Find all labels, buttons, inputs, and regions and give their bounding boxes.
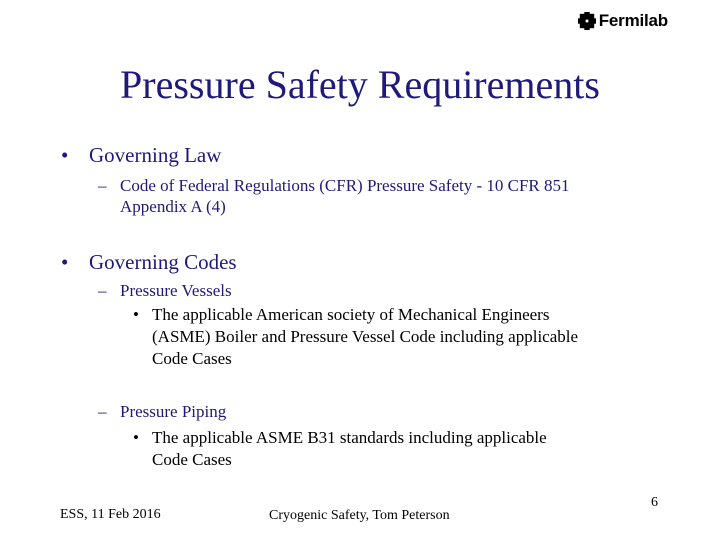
list-item-detail	[133, 304, 578, 370]
detail-line: Code Cases	[152, 349, 232, 368]
bullet-icon: •	[61, 143, 69, 167]
item-label: Code of Federal Regulations (CFR) Pressure Safety - 10 CFR 851	[120, 176, 570, 195]
page-number: 6	[651, 495, 658, 510]
bullet-icon: •	[133, 428, 139, 447]
detail-line: Code Cases	[152, 450, 232, 469]
footer-center: Cryogenic Safety, Tom Peterson	[269, 508, 450, 523]
dash-icon: –	[98, 402, 107, 421]
detail-line: (ASME) Boiler and Pressure Vessel Code including applicable	[152, 327, 579, 346]
bullet-icon: •	[133, 305, 139, 324]
fermilab-logo	[578, 10, 668, 32]
item-label: Pressure Vessels	[120, 281, 232, 300]
footer-left: ESS, 11 Feb 2016	[60, 507, 161, 522]
bullet-icon: •	[61, 250, 69, 274]
detail-line: The applicable American society of Mechanical Engineers	[152, 305, 550, 324]
dash-icon: –	[98, 281, 107, 300]
slide-title: Pressure Safety Requirements	[120, 62, 600, 107]
item-label-cont: Appendix A (4)	[120, 197, 226, 216]
section-heading: Governing Law	[89, 143, 222, 167]
fermilab-mark-icon	[578, 12, 596, 30]
section-governing-law	[61, 142, 221, 168]
list-item	[98, 175, 570, 217]
list-item	[98, 401, 226, 422]
dash-icon: –	[98, 176, 107, 195]
section-governing-codes	[61, 249, 237, 275]
detail-line: The applicable ASME B31 standards including applicable	[152, 428, 547, 447]
list-item	[98, 280, 232, 301]
section-heading: Governing Codes	[89, 250, 237, 274]
logo-text: Fermilab	[598, 11, 668, 30]
item-label: Pressure Piping	[120, 402, 227, 421]
list-item-detail	[133, 427, 547, 471]
